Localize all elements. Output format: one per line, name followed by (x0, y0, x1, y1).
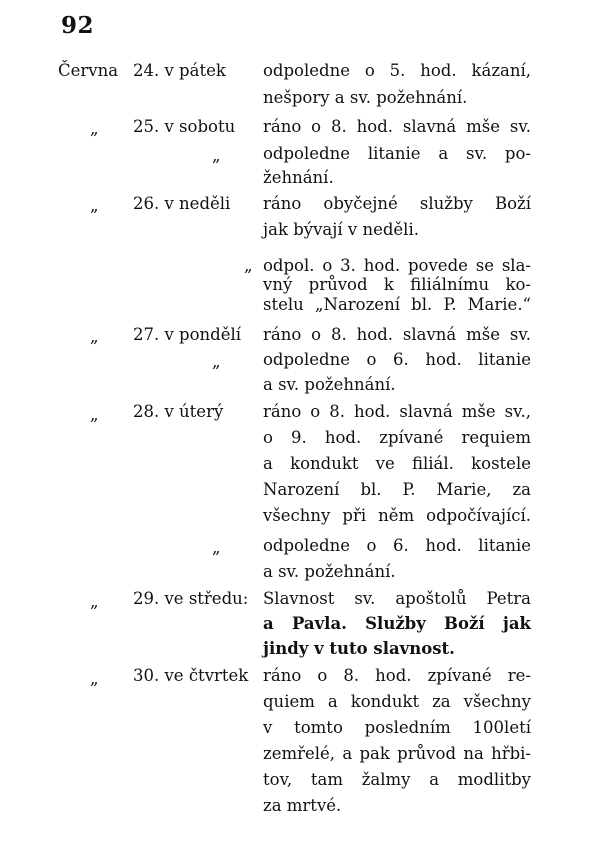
text-line: ráno obyčejné služby Boží (263, 194, 531, 213)
ditto-mark: „ (90, 592, 99, 611)
page-number: 92 (61, 12, 95, 39)
text-line: odpoledne o 6. hod. litanie (263, 350, 531, 369)
text-line: všechny při něm odpočívající. (263, 506, 531, 525)
text-line: Slavnost sv. apoštolů Petra (263, 589, 531, 608)
text-line: a Pavla. Služby Boží jak (263, 614, 531, 633)
ditto-mark: „ (244, 256, 253, 275)
month-label: Června (58, 61, 119, 80)
text-line: quiem a kondukt za všechny (263, 692, 531, 711)
text-line: stelu „Narození bl. P. Marie.“ (263, 295, 531, 314)
text-line: ráno o 8. hod. slavná mše sv., (263, 402, 531, 421)
text-line: ráno o 8. hod. zpívané re- (263, 666, 531, 685)
ditto-mark: „ (212, 538, 221, 557)
day-label-26: 26. v neděli (133, 194, 231, 213)
text-line: odpoledne o 5. hod. kázaní, (263, 61, 531, 80)
text-line: tov, tam žalmy a modlitby (263, 770, 531, 789)
text-line: vný průvod k filiálnímu ko- (263, 275, 531, 294)
text-line: odpoledne o 6. hod. litanie (263, 536, 531, 555)
day-label-27: 27. v pondělí (133, 325, 242, 344)
text-line: a sv. požehnání. (263, 562, 396, 581)
text-line: odpol. o 3. hod. povede se sla- (263, 256, 531, 275)
text-line: a kondukt ve filiál. kostele (263, 454, 531, 473)
day-label-29: 29. ve středu: (133, 589, 249, 608)
ditto-mark: „ (212, 146, 221, 165)
text-line: žehnání. (263, 168, 334, 187)
text-line: nešpory a sv. požehnání. (263, 88, 468, 107)
text-line: ráno o 8. hod. slavná mše sv. (263, 117, 531, 136)
text-line: Narození bl. P. Marie, za (263, 480, 531, 499)
ditto-mark: „ (90, 405, 99, 424)
day-label-28: 28. v úterý (133, 402, 224, 421)
text-line: za mrtvé. (263, 796, 342, 815)
text-line: o 9. hod. zpívané requiem (263, 428, 531, 447)
text-line: jak bývají v neděli. (263, 220, 419, 239)
day-label-30: 30. ve čtvrtek (133, 666, 249, 685)
ditto-mark: „ (90, 669, 99, 688)
ditto-mark: „ (212, 352, 221, 371)
text-line: zemřelé, a pak průvod na hřbi- (263, 744, 531, 763)
day-label-25: 25. v sobotu (133, 117, 236, 136)
ditto-mark: „ (90, 196, 99, 215)
text-line: ráno o 8. hod. slavná mše sv. (263, 325, 531, 344)
text-line: v tomto posledním 100letí (263, 718, 531, 737)
text-line: jindy v tuto slavnost. (263, 639, 455, 658)
text-line: a sv. požehnání. (263, 375, 396, 394)
day-label-24: 24. v pátek (133, 61, 226, 80)
text-line: odpoledne litanie a sv. po- (263, 144, 531, 163)
ditto-mark: „ (90, 327, 99, 346)
ditto-mark: „ (90, 119, 99, 138)
